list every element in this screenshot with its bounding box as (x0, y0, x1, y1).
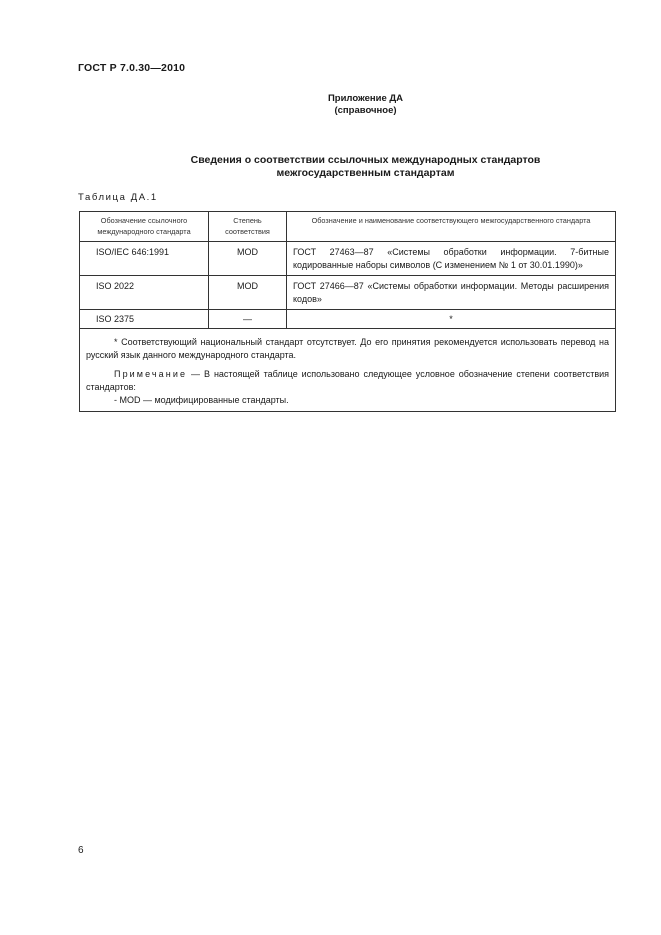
section-heading-line2: межгосударственным стандартам (276, 167, 455, 179)
note-item: - MOD — модифицированные стандарты. (114, 395, 289, 405)
cell-intl-standard: ISO/IEC 646:1991 (80, 242, 209, 276)
table-note (86, 368, 609, 394)
standard-code: ГОСТ Р 7.0.30—2010 (78, 62, 186, 74)
section-heading-line1: Сведения о соответствии ссылочных международных стандартов (190, 154, 541, 166)
table-row (80, 242, 616, 276)
appendix-title: Приложение ДА (327, 93, 404, 104)
note-text: — В настоящей таблице использовано следующее условное обозначение степени соответствия стандартов: (86, 369, 609, 392)
cell-gost: ГОСТ 27466—87 «Системы обработки информации. Методы расширения кодов» (287, 276, 616, 310)
table-notes (80, 329, 616, 412)
table-row (80, 310, 616, 329)
table-row (80, 276, 616, 310)
column-header-degree: Степень соответствия (209, 212, 287, 242)
cell-degree: MOD (209, 276, 287, 310)
cell-intl-standard: ISO 2022 (80, 276, 209, 310)
cell-degree: — (209, 310, 287, 329)
table-notes-row (80, 329, 616, 412)
column-header-gost: Обозначение и наименование соответствующего межгосударственного стандарта (287, 212, 616, 242)
page-number: 6 (78, 845, 84, 856)
cell-degree: MOD (209, 242, 287, 276)
table-caption: Таблица ДА.1 (78, 192, 158, 203)
cell-gost: ГОСТ 27463—87 «Системы обработки информации. 7-битные кодированные наборы символов (С изменением № 1 от 30.01.1990)» (287, 242, 616, 276)
cell-intl-standard: ISO 2375 (80, 310, 209, 329)
correspondence-table (79, 211, 616, 412)
table-header-row (80, 212, 616, 242)
cell-gost: * (287, 310, 616, 329)
column-header-intl: Обозначение ссылочного международного стандарта (80, 212, 209, 242)
table-footnote: * Соответствующий национальный стандарт отсутствует. До его принятия рекомендуется использовать перевод на русский язык данного международного стандарта. (86, 337, 609, 360)
section-heading (35, 154, 661, 180)
appendix-subtitle: (справочное) (334, 105, 397, 116)
note-label: Примечание (114, 369, 188, 379)
